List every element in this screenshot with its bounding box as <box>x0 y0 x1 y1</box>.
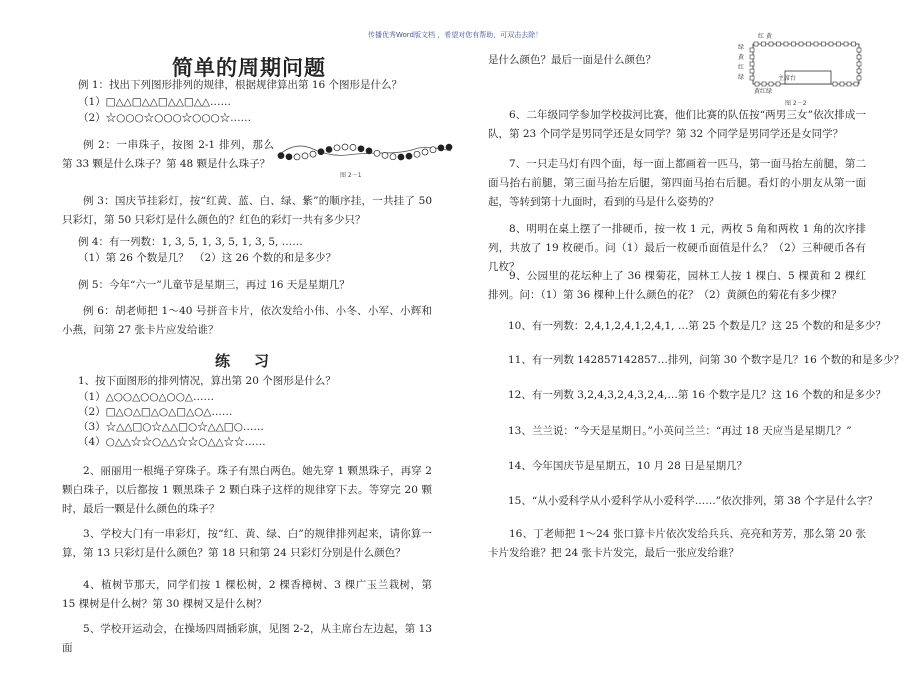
example-6: 例 6：胡老师把 1～40 号拼音卡片，依次发给小伟、小冬、小军、小辉和小燕，问第 27 张卡片应发给谁？ <box>62 305 432 336</box>
flag-marker <box>844 42 848 46</box>
practice-1-part-4: （4）○△△☆☆○△△☆☆○△△☆☆…… <box>78 436 266 448</box>
flag-marker <box>807 42 811 46</box>
bead <box>438 145 444 151</box>
flag-marker <box>822 42 826 46</box>
example-1-question: 例 1：找出下列图形排列的规律，根据规律算出第 16 个图形是什么？ <box>78 79 403 91</box>
example-3: 例 3：国庆节挂彩灯，按“红黄、蓝、白、绿、紫”的顺序挂，一共挂了 50 只彩灯，第 50 只彩灯是什么颜色的？红色的彩灯一共有多少只？ <box>62 195 432 226</box>
practice-6: 6、二年级同学参加学校拔河比赛，他们比赛的队伍按“两男三女”依次排成一队，第 23 个同学是男同学还是女同学？第 32 个同学是男同学还是女同学？ <box>488 109 866 140</box>
bead <box>278 153 284 159</box>
bead <box>406 153 412 159</box>
bead <box>342 144 348 150</box>
bead-string-figure <box>275 137 455 175</box>
practice-1-part-2: （2）□△○△□△○△□△○△…… <box>78 406 233 418</box>
left-label-green-2: 绿 <box>738 74 745 81</box>
bead <box>326 147 332 153</box>
bead <box>334 145 340 151</box>
bead <box>310 151 316 157</box>
flag-marker <box>750 55 754 59</box>
flag-marker <box>762 42 766 46</box>
practice-7: 7、一只走马灯有四个面，每一面上都画着一匹马，第一面马抬左前腿，第二面马抬右前腿，第三面马抬左后腿，第四面马抬右后腿。看灯的小朋友从第一面起，等转到第十九面时，看到的马是什么姿势的？ <box>488 158 866 208</box>
flag-marker <box>852 42 856 46</box>
flag-marker <box>776 82 780 86</box>
top-label-red: 红 <box>758 33 765 40</box>
flag-marker <box>857 55 861 59</box>
practice-16: 16、丁老师把 1～24 张口算卡片依次发给兵兵、亮亮和芳芳，那么第 20 张卡片发给谁？把 24 张卡片发完，最后一张应发给谁？ <box>488 528 866 559</box>
practice-5: 5、学校开运动会，在操场四周插彩旗，见图 2-2，从主席台左边起，第 13 面 <box>62 623 432 654</box>
bead <box>446 144 452 150</box>
bead <box>414 151 420 157</box>
figure-2-2-caption: 图 2－2 <box>785 100 807 107</box>
example-1-part-2: （2）☆○○○☆○○○☆○○○☆…… <box>78 112 252 124</box>
bead <box>398 154 404 160</box>
practice-10: 10、有一列数：2,4,1,2,4,1,2,4,1, …第 25 个数是几？这 25 个数的和是多少？ <box>508 320 886 332</box>
bead <box>382 152 388 158</box>
flag-marker <box>754 42 758 46</box>
left-label-green-1: 绿 <box>738 44 745 51</box>
bead <box>350 144 356 150</box>
example-4-question: 例 4：有一列数：1, 3, 5, 1, 3, 5, 1, 3, 5, …… <box>78 236 303 248</box>
flag-marker <box>857 69 861 73</box>
example-1-part-1: （1）□△△□△△□△△□△△…… <box>78 96 231 108</box>
practice-14: 14、今年国庆节是星期五，10 月 28 日是星期几？ <box>508 460 748 472</box>
bead <box>358 146 364 152</box>
bead <box>294 154 300 160</box>
flag-marker <box>857 76 861 80</box>
top-label-yellow: 黄 <box>766 33 773 40</box>
bead <box>302 153 308 159</box>
practice-12: 12、有一列数 3,2,4,3,2,4,3,2,4,…第 16 个数字是几？这 16 个数的和是多少？ <box>508 389 886 401</box>
practice-1-part-1: （1）△○○△○○△○○△…… <box>78 391 214 403</box>
bead <box>318 149 324 155</box>
practice-5-continued: 是什么颜色？最后一面是什么颜色？ <box>488 54 656 66</box>
flag-marker <box>857 62 861 66</box>
bottom-label: 黄红绿 <box>754 88 773 95</box>
flag-marker <box>840 82 844 86</box>
bead <box>366 148 372 154</box>
practice-15: 15、“从小爱科学从小爱科学从小爱科学……”依次排列，第 38 个字是什么字？ <box>508 495 878 507</box>
flag-marker <box>792 42 796 46</box>
flag-marker <box>750 48 754 52</box>
figure-2-1-caption: 图 2－1 <box>340 172 362 179</box>
practice-11: 11、有一列数 142857142857…排列，问第 30 个数字是几？16 个数的和是多少？ <box>508 354 905 366</box>
flag-marker <box>750 76 754 80</box>
practice-8: 8、明明在桌上摆了一排硬币，按一枚 1 元，两枚 5 角和两枚 1 角的次序排列，共放了 19 枚硬币。问（1）最后一枚硬币面值是什么？（2）三种硬币各有几枚？ <box>488 223 866 273</box>
flag-marker <box>829 42 833 46</box>
practice-2: 2、丽丽用一根绳子穿珠子。珠子有黑白两色。她先穿 1 颗黑珠子，再穿 2 颗白珠子，以后都按 1 颗黑珠子 2 颗白珠子这样的规律穿下去。等穿完 20 颗时，最后一颗是什么颜色的珠子？ <box>62 465 432 515</box>
bead <box>422 149 428 155</box>
practice-9: 9、公园里的花坛种上了 36 棵菊花，园林工人按 1 棵白、5 棵黄和 2 棵红排列。问：（1）第 36 棵种上什么颜色的花？（2）黄颜色的菊花有多少棵？ <box>488 270 866 301</box>
section-heading-practice: 练习 <box>215 352 294 370</box>
stage-label: 主席台 <box>778 75 797 82</box>
flag-marker <box>784 42 788 46</box>
flag-marker <box>750 62 754 66</box>
left-label-red: 红 <box>738 64 745 71</box>
practice-1-question: 1、按下面图形的排列情况，算出第 20 个图形是什么？ <box>78 375 336 387</box>
bead <box>374 150 380 156</box>
practice-1-part-3: （3）☆△△□○☆△△□○☆△△□○…… <box>78 421 264 433</box>
bead <box>390 154 396 160</box>
flag-marker <box>847 82 851 86</box>
left-label-yellow: 黄 <box>738 54 745 61</box>
flag-marker <box>854 82 858 86</box>
practice-3: 3、学校大门有一串彩灯，按“红、黄、绿、白”的规律排列起来，请你算一算，第 13 只彩灯是什么颜色？第 18 只和第 24 只彩灯分别是什么颜色？ <box>62 528 432 559</box>
bead <box>286 154 292 160</box>
flag-marker <box>769 42 773 46</box>
page-title: 简单的周期问题 <box>172 56 326 80</box>
flag-marker <box>837 42 841 46</box>
example-4-answer: （1）第 26 个数是几？ （2）这 26 个数的和是多少？ <box>78 252 337 264</box>
flag-marker <box>777 42 781 46</box>
flag-marker <box>857 48 861 52</box>
watermark-text: 传播优秀Word版文档 ，希望对您有帮助，可双击去除！ <box>368 31 543 39</box>
flag-marker <box>750 69 754 73</box>
example-2: 例 2：一串珠子，按图 2-1 排列，那么第 33 颗是什么珠子？第 48 颗是什么珠子？ <box>62 139 274 170</box>
practice-4: 4、植树节那天，同学们按 1 棵松树，2 棵香樟树、3 棵广玉兰栽树，第 15 棵树是什么树？第 30 棵树又是什么树？ <box>62 579 432 610</box>
flag-marker <box>799 42 803 46</box>
flag-marker <box>833 82 837 86</box>
bead <box>430 147 436 153</box>
example-5: 例 5：今年“六一”儿童节是星期三，再过 16 天是星期几？ <box>78 279 350 291</box>
practice-13: 13、兰兰说：“今天是星期日。”小英问兰兰：“再过 18 天应当是星期几？” <box>508 425 852 437</box>
flag-marker <box>814 42 818 46</box>
